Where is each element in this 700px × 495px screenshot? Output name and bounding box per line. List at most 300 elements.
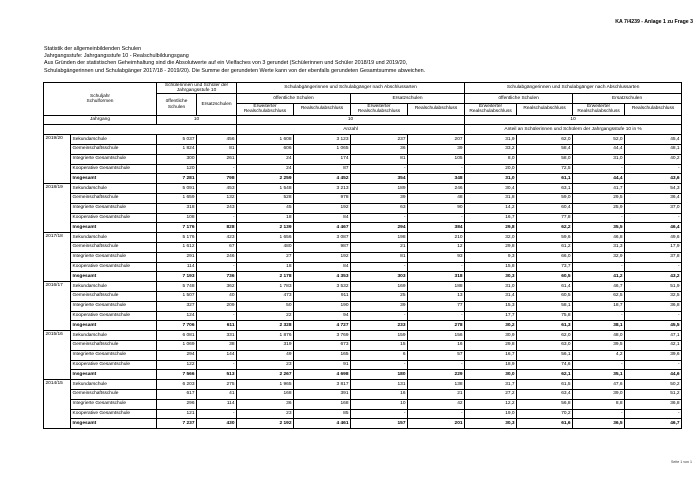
value-cell: 7 193 — [157, 272, 197, 282]
intro-line: Aus Gründen der statistischen Geheimhaltung sind die Absolutwerte auf ein Vielfaches von 3 gerundet (Schülerinnen und Schüler 2018/19 und 2019/20, — [44, 60, 408, 67]
value-cell: - — [625, 360, 682, 370]
schulform-cell: Kooperative Gesamtschule — [71, 311, 157, 321]
value-cell: 36 — [351, 145, 408, 155]
value-cell: 22 — [237, 311, 294, 321]
value-cell: 180 — [351, 370, 408, 380]
value-cell: 15,8 — [465, 262, 517, 272]
value-cell: 105 — [408, 154, 465, 164]
value-cell: 36,8 — [625, 399, 682, 409]
value-cell: 159 — [351, 331, 408, 341]
schulform-cell: Integrierte Gesamtschule — [71, 203, 157, 213]
value-cell: 294 — [351, 223, 408, 233]
value-cell: 52,0 — [573, 135, 625, 145]
value-cell: 1 507 — [157, 291, 197, 301]
value-cell: 480 — [237, 242, 294, 252]
value-cell: 319 — [237, 340, 294, 350]
value-cell: 2 259 — [237, 174, 294, 184]
value-cell: 30,3 — [465, 419, 517, 429]
value-cell: 391 — [294, 389, 351, 399]
value-cell: 174 — [294, 154, 351, 164]
value-cell: 84 — [294, 262, 351, 272]
value-cell: - — [351, 213, 408, 223]
value-cell: 21 — [351, 242, 408, 252]
schulform-cell: Insgesamt — [71, 370, 157, 380]
value-cell: 47,1 — [625, 331, 682, 341]
value-cell: 3 817 — [294, 380, 351, 390]
table-row-total — [44, 223, 682, 233]
value-cell: 63 — [351, 203, 408, 213]
value-cell: 59,6 — [517, 233, 573, 243]
table-row — [44, 340, 682, 350]
schulform-cell: Kooperative Gesamtschule — [71, 262, 157, 272]
value-cell: 58,0 — [517, 154, 573, 164]
value-cell: 45,4 — [625, 135, 682, 145]
table-row — [44, 409, 682, 419]
table-row — [44, 282, 682, 292]
value-cell: 77 — [408, 301, 465, 311]
value-cell: 37,0 — [625, 203, 682, 213]
value-cell: 2 267 — [237, 370, 294, 380]
value-cell: 2 139 — [237, 223, 294, 233]
value-cell: 31,7 — [465, 380, 517, 390]
value-cell: 77,8 — [517, 213, 573, 223]
value-cell: - — [625, 409, 682, 419]
value-cell: 48,0 — [573, 331, 625, 341]
value-cell: 528 — [237, 193, 294, 203]
value-cell: - — [573, 360, 625, 370]
value-cell: 828 — [197, 223, 237, 233]
page-footer: Seite 1 von 1 — [671, 460, 692, 464]
value-cell: 513 — [197, 370, 237, 380]
value-cell: 41 — [197, 389, 237, 399]
value-cell: 17,7 — [465, 311, 517, 321]
schulform-cell: Gemeinschaftsschule — [71, 193, 157, 203]
value-cell: - — [625, 213, 682, 223]
header-ext-real: Erweiterter Realschulabschluss — [351, 104, 408, 115]
table-row — [44, 360, 682, 370]
value-cell: 40 — [197, 291, 237, 301]
value-cell: 44,6 — [625, 370, 682, 380]
value-cell: 49 — [237, 350, 294, 360]
value-cell: 978 — [294, 193, 351, 203]
value-cell: 384 — [408, 223, 465, 233]
value-cell: 673 — [294, 340, 351, 350]
intro-line: Statistik der allgemeinbildenden Schulen — [44, 46, 142, 52]
value-cell: 59,0 — [517, 193, 573, 203]
value-cell: - — [573, 213, 625, 223]
value-cell: 243 — [197, 203, 237, 213]
schulform-cell: Sekundarschule — [71, 380, 157, 390]
table-row-total — [44, 272, 682, 282]
value-cell: 94 — [294, 311, 351, 321]
jahrgang-value: 10 — [465, 115, 682, 125]
value-cell: 16,7 — [465, 213, 517, 223]
value-cell: 62,2 — [517, 223, 573, 233]
value-cell: 42 — [408, 399, 465, 409]
value-cell: 2 192 — [237, 419, 294, 429]
value-cell: 29,5 — [573, 193, 625, 203]
table-row — [44, 389, 682, 399]
value-cell: 8,8 — [573, 399, 625, 409]
value-cell: 61,5 — [517, 380, 573, 390]
value-cell: 36 — [237, 399, 294, 409]
value-cell: 61,2 — [517, 242, 573, 252]
value-cell: 987 — [294, 242, 351, 252]
table-row — [44, 291, 682, 301]
value-cell: 84 — [294, 213, 351, 223]
value-cell: 12,2 — [465, 399, 517, 409]
value-cell: 72,5 — [517, 164, 573, 174]
value-cell: 63,1 — [517, 184, 573, 194]
value-cell: 31,9 — [465, 135, 517, 145]
table-row-total — [44, 174, 682, 184]
schulform-cell: Insgesamt — [71, 272, 157, 282]
value-cell: 3 123 — [294, 135, 351, 145]
value-cell: 18 — [237, 213, 294, 223]
value-cell: 61,4 — [517, 282, 573, 292]
value-cell: 736 — [197, 272, 237, 282]
year-cell: 2018/19 — [44, 184, 71, 233]
value-cell: 31,8 — [465, 193, 517, 203]
table-row — [44, 252, 682, 262]
value-cell: 8,0 — [465, 154, 517, 164]
value-cell: 261 — [197, 154, 237, 164]
value-cell: 85 — [294, 409, 351, 419]
value-cell: 14,2 — [465, 203, 517, 213]
value-cell: 38 — [197, 340, 237, 350]
value-cell: - — [197, 311, 237, 321]
value-cell: 246 — [408, 184, 465, 194]
value-cell: 275 — [197, 380, 237, 390]
schulform-cell: Integrierte Gesamtschule — [71, 301, 157, 311]
value-cell: 39 — [351, 193, 408, 203]
table-row — [44, 154, 682, 164]
value-cell: - — [351, 409, 408, 419]
value-cell: 16 — [408, 340, 465, 350]
header-students-group: Schülerinnen und Schüler der Jahrgangsstufe 10 — [157, 83, 237, 94]
value-cell: 121 — [157, 409, 197, 419]
value-cell: 606 — [237, 145, 294, 155]
value-cell: 35,1 — [573, 370, 625, 380]
value-cell: 6 081 — [157, 331, 197, 341]
value-cell: 46,7 — [625, 419, 682, 429]
value-cell: 31,0 — [465, 174, 517, 184]
value-cell: 138 — [408, 380, 465, 390]
value-cell: 1 783 — [237, 282, 294, 292]
value-cell: - — [408, 409, 465, 419]
header-public-schools: öffentliche Schulen — [465, 94, 573, 104]
table-row — [44, 135, 682, 145]
value-cell: 42,1 — [625, 340, 682, 350]
schulform-cell: Gemeinschaftsschule — [71, 340, 157, 350]
value-cell: 201 — [408, 419, 465, 429]
value-cell: 36,4 — [625, 193, 682, 203]
value-cell: - — [197, 409, 237, 419]
value-cell: 168 — [294, 399, 351, 409]
value-cell: 456 — [197, 135, 237, 145]
value-cell: - — [573, 409, 625, 419]
header-grads-share-group: Schulabgängerinnen und Schulabgänger nach Abschlussarten — [465, 83, 682, 94]
value-cell: 296 — [157, 399, 197, 409]
value-cell: 192 — [294, 252, 351, 262]
value-cell: 124 — [157, 311, 197, 321]
value-cell: 4 353 — [294, 272, 351, 282]
schulform-cell: Gemeinschaftsschule — [71, 242, 157, 252]
value-cell: 23 — [237, 360, 294, 370]
value-cell: 7 566 — [157, 370, 197, 380]
value-cell: 16 — [351, 389, 408, 399]
table-row — [44, 399, 682, 409]
table-row — [44, 301, 682, 311]
value-cell: 29,8 — [465, 223, 517, 233]
value-cell: 5 091 — [157, 184, 197, 194]
header-ext-real: Erweiterter Realschulabschluss — [573, 104, 625, 115]
value-cell: 62,0 — [517, 135, 573, 145]
value-cell: 17,9 — [625, 242, 682, 252]
value-cell: 25,9 — [573, 203, 625, 213]
value-cell: 611 — [197, 321, 237, 331]
value-cell: 156 — [408, 331, 465, 341]
value-cell: 1 548 — [237, 184, 294, 194]
value-cell: 33,2 — [465, 145, 517, 155]
value-cell: 81 — [351, 252, 408, 262]
year-cell: 2014/15 — [44, 380, 71, 429]
table-row — [44, 213, 682, 223]
value-cell: 132 — [197, 193, 237, 203]
value-cell: 30,4 — [465, 184, 517, 194]
value-cell: 237 — [351, 135, 408, 145]
value-cell: 168 — [237, 389, 294, 399]
table-row — [44, 331, 682, 341]
value-cell: 75,8 — [517, 311, 573, 321]
header-private-schools: Ersatzschulen — [573, 94, 682, 104]
value-cell: 5 037 — [157, 135, 197, 145]
value-cell: 54,3 — [625, 184, 682, 194]
value-cell: 35,5 — [573, 223, 625, 233]
value-cell: 617 — [157, 389, 197, 399]
schulform-cell: Insgesamt — [71, 223, 157, 233]
value-cell: 81 — [351, 154, 408, 164]
value-cell: 44,4 — [573, 174, 625, 184]
value-cell: - — [197, 262, 237, 272]
value-cell: 1 876 — [237, 331, 294, 341]
value-cell: 29,8 — [465, 242, 517, 252]
value-cell: 169 — [351, 282, 408, 292]
value-cell: 198 — [351, 233, 408, 243]
value-cell: 61,3 — [517, 321, 573, 331]
value-cell: 60,5 — [517, 291, 573, 301]
table-row — [44, 242, 682, 252]
value-cell: 2 328 — [237, 321, 294, 331]
value-cell: 4 452 — [294, 174, 351, 184]
schulform-cell: Gemeinschaftsschule — [71, 389, 157, 399]
value-cell: 318 — [157, 203, 197, 213]
value-cell: 56,1 — [517, 350, 573, 360]
value-cell: 4,2 — [573, 350, 625, 360]
value-cell: 44,4 — [573, 145, 625, 155]
intro-text — [44, 46, 425, 75]
value-cell: 58,1 — [517, 301, 573, 311]
header-real: Realschulabschluss — [517, 104, 573, 115]
value-cell: 423 — [197, 233, 237, 243]
value-cell: - — [351, 360, 408, 370]
table-row — [44, 203, 682, 213]
value-cell: - — [197, 213, 237, 223]
header-ext-real: Erweiterter Realschulabschluss — [465, 104, 517, 115]
value-cell: 51,2 — [625, 389, 682, 399]
value-cell: 331 — [197, 331, 237, 341]
value-cell: 9,3 — [465, 252, 517, 262]
value-cell: 18 — [237, 262, 294, 272]
value-cell: - — [351, 262, 408, 272]
schulform-cell: Kooperative Gesamtschule — [71, 213, 157, 223]
header-schulformen: Schuljahr Schulformen — [44, 83, 157, 116]
value-cell: 354 — [351, 174, 408, 184]
value-cell: 24 — [237, 154, 294, 164]
table-row — [44, 311, 682, 321]
value-cell: 3 213 — [294, 184, 351, 194]
document-reference: KA 7/4239 - Anlage 1 zu Frage 3 — [615, 19, 693, 25]
value-cell: 108 — [157, 213, 197, 223]
value-cell: 6 203 — [157, 380, 197, 390]
value-cell: 3 087 — [294, 233, 351, 243]
value-cell: 39,0 — [573, 389, 625, 399]
value-cell: 91 — [294, 360, 351, 370]
header-real: Realschulabschluss — [625, 104, 682, 115]
value-cell: 1 965 — [237, 380, 294, 390]
schulform-cell: Kooperative Gesamtschule — [71, 164, 157, 174]
table-row — [44, 262, 682, 272]
value-cell: 13 — [408, 291, 465, 301]
value-cell: 1 608 — [237, 135, 294, 145]
value-cell: 4 727 — [294, 321, 351, 331]
value-cell: 5 748 — [157, 282, 197, 292]
value-cell: 60,5 — [517, 272, 573, 282]
value-cell: 12 — [408, 242, 465, 252]
value-cell: 1 824 — [157, 145, 197, 155]
value-cell: 1 659 — [157, 193, 197, 203]
value-cell: - — [408, 164, 465, 174]
value-cell: 45 — [237, 203, 294, 213]
value-cell: 62,5 — [573, 291, 625, 301]
header-anteil: Anteil an Schülerinnen und Schülern der Jahrgangsstufe 10 in % — [465, 125, 682, 135]
value-cell: 114 — [197, 399, 237, 409]
value-cell: 38,1 — [573, 321, 625, 331]
schulform-cell: Sekundarschule — [71, 233, 157, 243]
value-cell: 1 656 — [237, 233, 294, 243]
value-cell: - — [573, 164, 625, 174]
value-cell: 63,4 — [517, 389, 573, 399]
value-cell: 47,6 — [573, 380, 625, 390]
value-cell: 43,6 — [625, 174, 682, 184]
value-cell: 61,1 — [517, 174, 573, 184]
header-real: Realschulabschluss — [294, 104, 351, 115]
value-cell: - — [573, 262, 625, 272]
value-cell: 32,9 — [573, 252, 625, 262]
value-cell: 278 — [408, 321, 465, 331]
value-cell: 73,7 — [517, 262, 573, 272]
value-cell: 233 — [351, 321, 408, 331]
value-cell: 453 — [197, 184, 237, 194]
value-cell: 5 176 — [157, 233, 197, 243]
schulform-cell: Sekundarschule — [71, 135, 157, 145]
value-cell: 18,9 — [465, 360, 517, 370]
value-cell: 7 281 — [157, 174, 197, 184]
value-cell: 229 — [408, 370, 465, 380]
table-row-total — [44, 370, 682, 380]
value-cell: 58,4 — [517, 145, 573, 155]
value-cell: 67 — [197, 242, 237, 252]
value-cell: 300 — [157, 154, 197, 164]
table-row-total — [44, 419, 682, 429]
value-cell: 48 — [408, 193, 465, 203]
value-cell: 43,2 — [625, 272, 682, 282]
schulform-cell: Integrierte Gesamtschule — [71, 399, 157, 409]
value-cell: 3 532 — [294, 282, 351, 292]
value-cell: 19,0 — [465, 409, 517, 419]
value-cell: - — [573, 311, 625, 321]
value-cell: 189 — [351, 184, 408, 194]
value-cell: 45,5 — [625, 321, 682, 331]
value-cell: 70,2 — [517, 409, 573, 419]
value-cell: 18,7 — [573, 301, 625, 311]
value-cell: 165 — [294, 350, 351, 360]
schulform-cell: Integrierte Gesamtschule — [71, 154, 157, 164]
value-cell: - — [408, 360, 465, 370]
value-cell: 48,1 — [625, 145, 682, 155]
value-cell: 66,0 — [517, 252, 573, 262]
header-public: öffentliche Schulen — [157, 94, 197, 115]
value-cell: 90 — [408, 203, 465, 213]
value-cell: 87 — [294, 164, 351, 174]
value-cell: 30,3 — [465, 272, 517, 282]
value-cell: 16,7 — [465, 350, 517, 360]
value-cell: 144 — [197, 350, 237, 360]
year-cell: 2019/20 — [44, 135, 71, 184]
value-cell: 29,8 — [465, 340, 517, 350]
value-cell: 114 — [157, 262, 197, 272]
value-cell: 39 — [351, 301, 408, 311]
year-cell: 2015/16 — [44, 331, 71, 380]
value-cell: 31,3 — [573, 242, 625, 252]
value-cell: 210 — [408, 233, 465, 243]
value-cell: 50 — [237, 301, 294, 311]
value-cell: 41,7 — [573, 184, 625, 194]
year-cell: 2017/18 — [44, 233, 71, 282]
schulform-cell: Gemeinschaftsschule — [71, 145, 157, 155]
header-grads-count-group: Schulabgängerinnen und Schulabgänger nach Abschlussarten — [237, 83, 465, 94]
value-cell: - — [625, 262, 682, 272]
schulform-cell: Insgesamt — [71, 419, 157, 429]
schulform-cell: Kooperative Gesamtschule — [71, 409, 157, 419]
table-row — [44, 193, 682, 203]
value-cell: 46,4 — [625, 223, 682, 233]
value-cell: 74,6 — [517, 360, 573, 370]
header-ext-real: Erweiterter Realschulabschluss — [237, 104, 294, 115]
value-cell: 30,2 — [465, 321, 517, 331]
value-cell: 1 069 — [157, 340, 197, 350]
header-private-schools: Ersatzschulen — [351, 94, 465, 104]
value-cell: 318 — [408, 272, 465, 282]
intro-line: Schulabgängerinnen und Schulabgänger 2017/18 - 2019/20). Die Summe der gerundeten Werte kann von der ebenfalls gerundeten Gesamtsumme abweichen. — [44, 67, 426, 74]
value-cell: 49,6 — [625, 233, 682, 243]
value-cell: 362 — [197, 282, 237, 292]
value-cell: 4 467 — [294, 223, 351, 233]
value-cell: 39,6 — [625, 350, 682, 360]
jahrgang-value: 10 — [157, 115, 237, 125]
table-row — [44, 184, 682, 194]
value-cell: 7 237 — [157, 419, 197, 429]
